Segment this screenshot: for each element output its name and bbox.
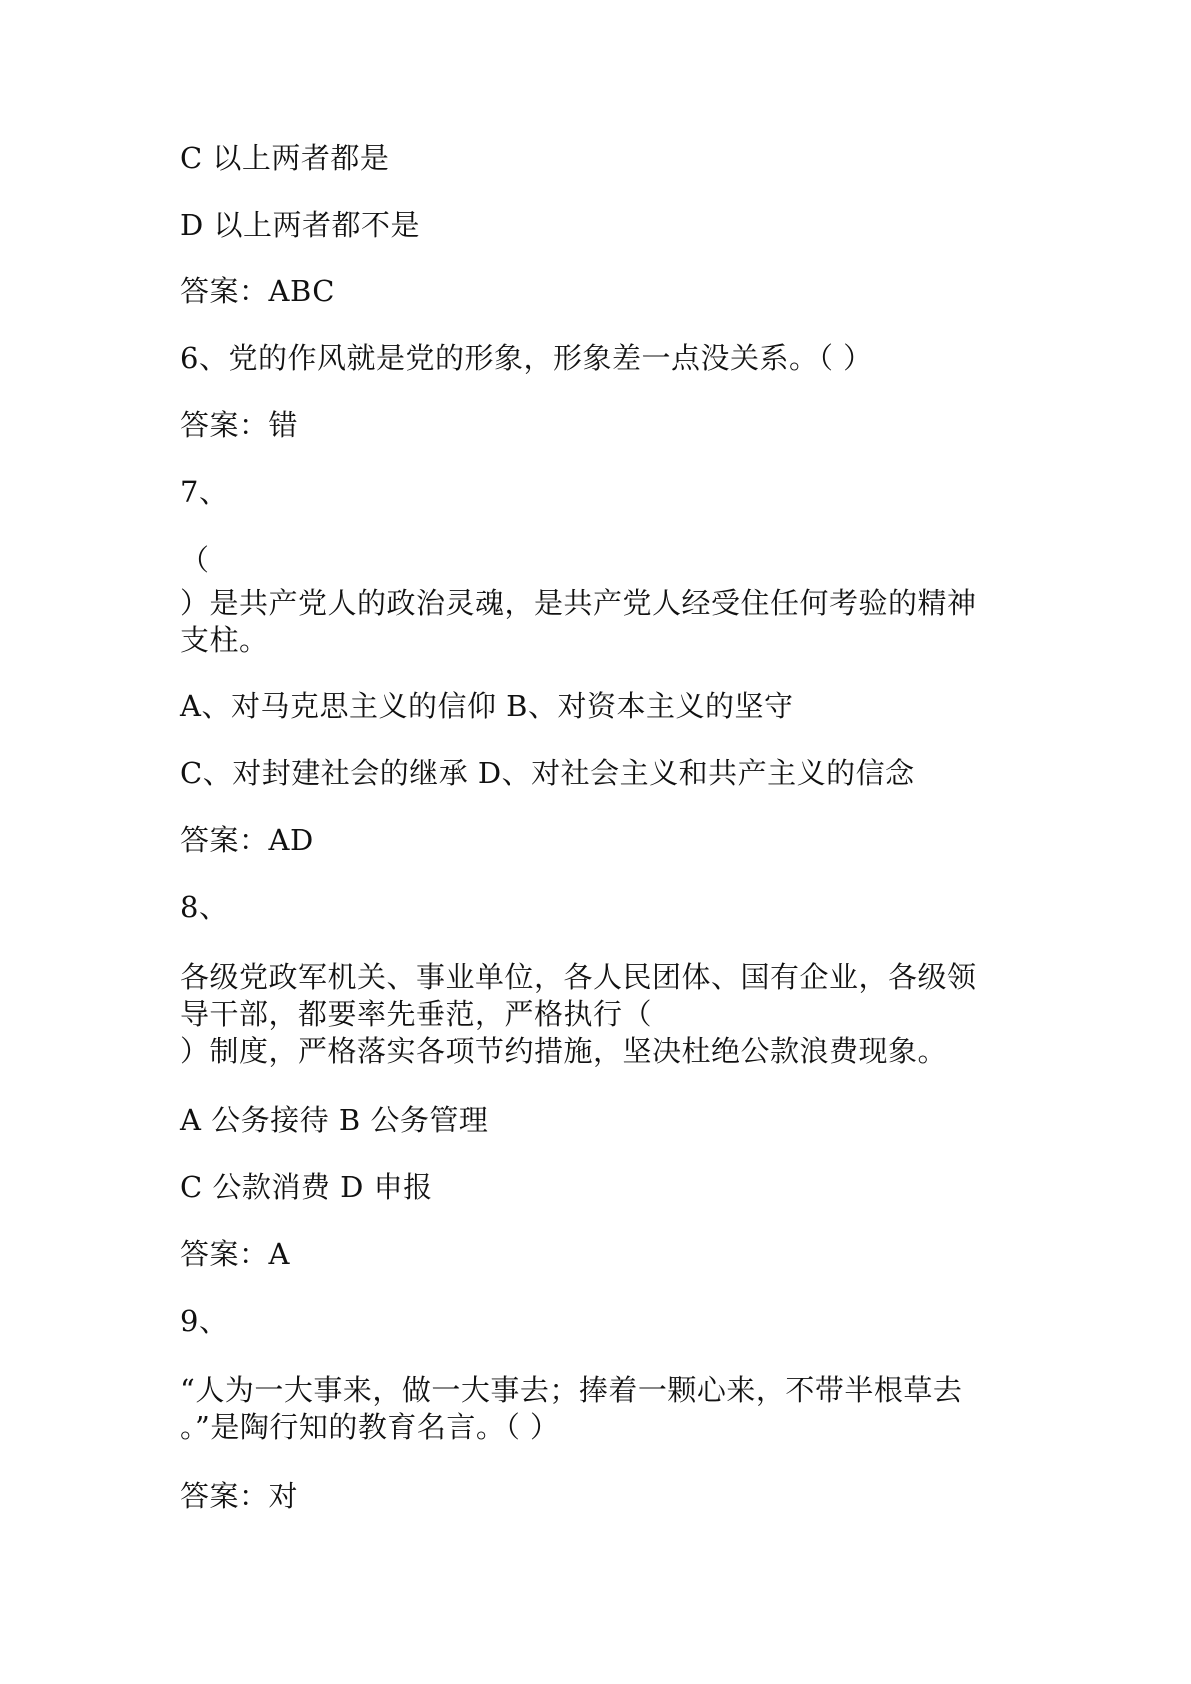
answer-6: 答案：错 <box>180 408 299 442</box>
question-8-text: 各级党政军机关、事业单位，各人民团体、国有企业，各级领 <box>180 960 977 994</box>
question-8-number: 8、 <box>180 890 229 924</box>
question-8-options-ab: A 公务接待 B 公务管理 <box>180 1103 489 1137</box>
question-8-options-cd: C 公款消费 D 申报 <box>180 1170 433 1204</box>
option-c: C 以上两者都是 <box>180 141 390 175</box>
question-9-text-cont: 。”是陶行知的教育名言。（ ） <box>180 1410 560 1444</box>
question-9-number: 9、 <box>180 1304 229 1338</box>
question-8-text-cont: 导干部，都要率先垂范，严格执行（ <box>180 997 653 1031</box>
answer-5: 答案：ABC <box>180 274 335 308</box>
answer-7: 答案：AD <box>180 823 314 857</box>
question-8-text-cont2: ）制度，严格落实各项节约措施，坚决杜绝公款浪费现象。 <box>180 1034 948 1068</box>
question-7-bracket-open: （ <box>180 543 210 577</box>
answer-9: 答案：对 <box>180 1479 299 1513</box>
question-7-text-cont: 支柱。 <box>180 623 269 657</box>
question-7-options-cd: C、对封建社会的继承 D、对社会主义和共产主义的信念 <box>180 756 915 790</box>
question-7-options-ab: A、对马克思主义的信仰 B、对资本主义的坚守 <box>180 689 794 723</box>
question-7-text: ）是共产党人的政治灵魂，是共产党人经受住任何考验的精神 <box>180 586 977 620</box>
question-9-text: “人为一大事来，做一大事去；捧着一颗心来，不带半根草去 <box>180 1373 963 1407</box>
question-6: 6、党的作风就是党的形象，形象差一点没关系。（ ） <box>180 341 873 375</box>
option-d: D 以上两者都不是 <box>180 208 420 242</box>
answer-8: 答案：A <box>180 1237 290 1271</box>
question-7-number: 7、 <box>180 475 229 509</box>
